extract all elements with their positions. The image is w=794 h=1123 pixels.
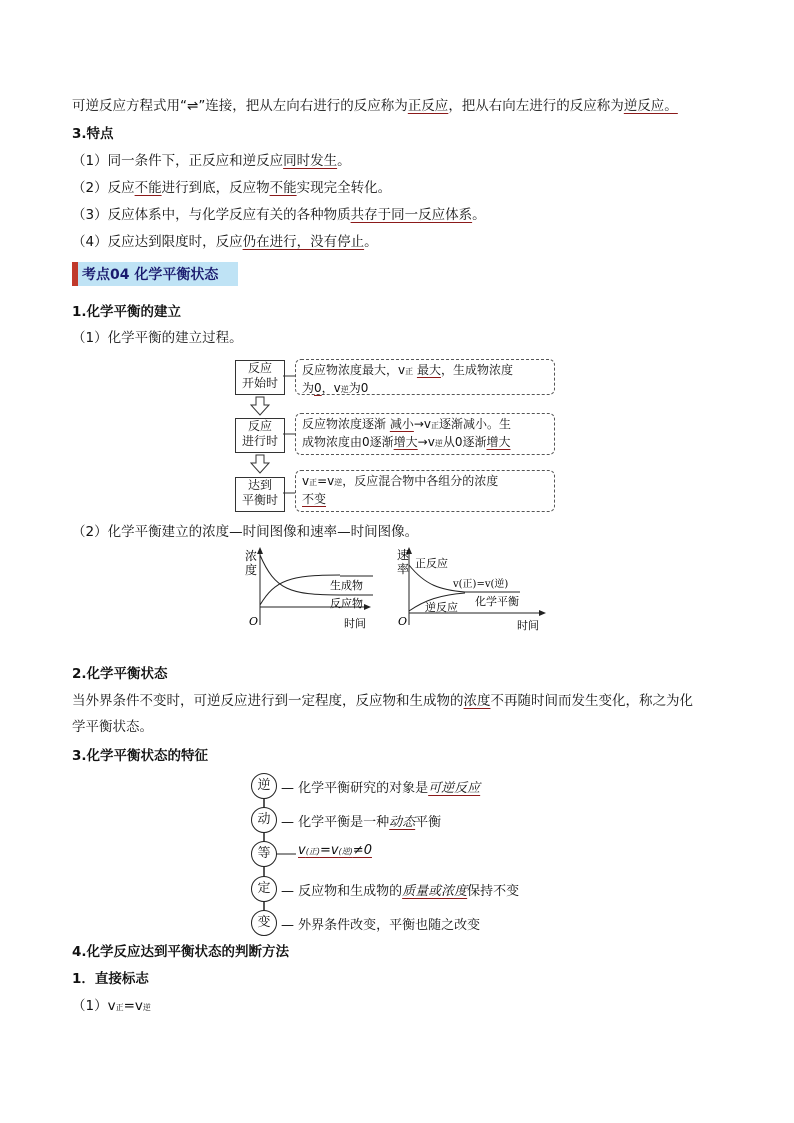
rate-time-graph — [395, 545, 550, 635]
char-circle-dong: 动 — [251, 807, 277, 833]
equilibrium-arrow: ⇌ — [187, 98, 199, 114]
char-circle-bian: 变 — [251, 910, 277, 936]
stage-box-start: 反应 开始时 — [235, 360, 285, 395]
char-circle-ding: 定 — [251, 876, 277, 902]
reactant-label: 反应物 — [330, 597, 363, 610]
intro-text: ”连接，把从左向右进行的反应称为 — [198, 98, 408, 114]
subsection-title: 1．直接标志 — [72, 971, 149, 987]
list-item: （1）v正=v逆 — [72, 998, 151, 1014]
x-label: 时间 — [517, 619, 539, 632]
y-label-2: 度 — [245, 563, 258, 577]
reverse-reaction-term: 逆反应。 — [623, 98, 678, 114]
intro-text: 可逆反应方程式用“ — [72, 98, 187, 114]
header-accent-bar — [72, 262, 78, 286]
char-circle-deng: 等 — [251, 841, 277, 867]
header-title: 考点04 化学平衡状态 — [82, 267, 219, 283]
definition-paragraph: 学平衡状态。 — [72, 719, 153, 735]
deng-connector — [276, 852, 298, 856]
down-arrow-icon — [250, 396, 270, 416]
forward-label: 正反应 — [415, 557, 448, 570]
char-circle-ni: 逆 — [251, 773, 277, 799]
section-title: 4.化学反应达到平衡状态的判断方法 — [72, 944, 290, 960]
char-text-ding: — 反应物和生成物的质量或浓度保持不变 — [281, 884, 520, 899]
feature-item: （1）同一条件下，正反应和逆反应同时发生。 — [72, 153, 351, 169]
y-label-1: 速 — [397, 548, 410, 562]
stage-desc-equilibrium: v正=v逆，反应混合物中各组分的浓度 不变 — [295, 470, 555, 512]
forward-reaction-term: 正反应 — [407, 98, 449, 114]
equilibrium-label: 化学平衡 — [475, 595, 519, 608]
subsection-title: （2）化学平衡建立的浓度—时间图像和速率—时间图像。 — [72, 524, 419, 540]
reverse-label: 逆反应 — [425, 601, 458, 614]
y-label-2: 率 — [397, 562, 410, 576]
concentration-time-graph — [240, 545, 375, 635]
product-label: 生成物 — [330, 579, 363, 592]
origin-label: O — [249, 615, 259, 628]
equal-rate-label: v(正)=v(逆) — [453, 579, 509, 590]
stage-desc-progress: 反应物浓度逐渐 减小→v正逐渐减小。生 成物浓度由0逐渐增大→v逆从0逐渐增大 — [295, 413, 555, 455]
stage-box-progress: 反应 进行时 — [235, 418, 285, 453]
feature-item: （3）反应体系中，与化学反应有关的各种物质共存于同一反应体系。 — [72, 207, 486, 223]
origin-label: O — [398, 615, 408, 628]
subsection-title: （1）化学平衡的建立过程。 — [72, 330, 243, 346]
intro-paragraph — [72, 96, 678, 116]
x-label: 时间 — [344, 617, 366, 630]
y-label-1: 浓 — [245, 549, 258, 563]
section-title: 1.化学平衡的建立 — [72, 304, 182, 320]
feature-item: （4）反应达到限度时，反应仍在进行，没有停止。 — [72, 234, 378, 250]
section-title: 2.化学平衡状态 — [72, 666, 168, 682]
kaodian-header — [72, 262, 238, 286]
section-title: 3.化学平衡状态的特征 — [72, 748, 209, 764]
section-title: 3.特点 — [72, 126, 114, 142]
feature-item: （2）反应不能进行到底，反应物不能实现完全转化。 — [72, 180, 392, 196]
char-text-dong: — 化学平衡是一种动态平衡 — [281, 815, 442, 830]
stage-box-equilibrium: 达到 平衡时 — [235, 477, 285, 512]
stage-desc-start: 反应物浓度最大，v正 最大，生成物浓度 为0，v逆为0 — [295, 359, 555, 395]
char-text-bian: — 外界条件改变，平衡也随之改变 — [281, 918, 481, 933]
char-text-deng: v(正)=v(逆)≠0 — [298, 843, 372, 858]
product-curve — [260, 575, 340, 605]
definition-paragraph: 当外界条件不变时，可逆反应进行到一定程度，反应物和生成物的浓度不再随时间而发生变化，称之为化 — [72, 693, 693, 709]
intro-text: ，把从右向左进行的反应称为 — [448, 98, 624, 114]
down-arrow-icon — [250, 454, 270, 474]
char-text-ni: — 化学平衡研究的对象是可逆反应 — [281, 781, 481, 796]
